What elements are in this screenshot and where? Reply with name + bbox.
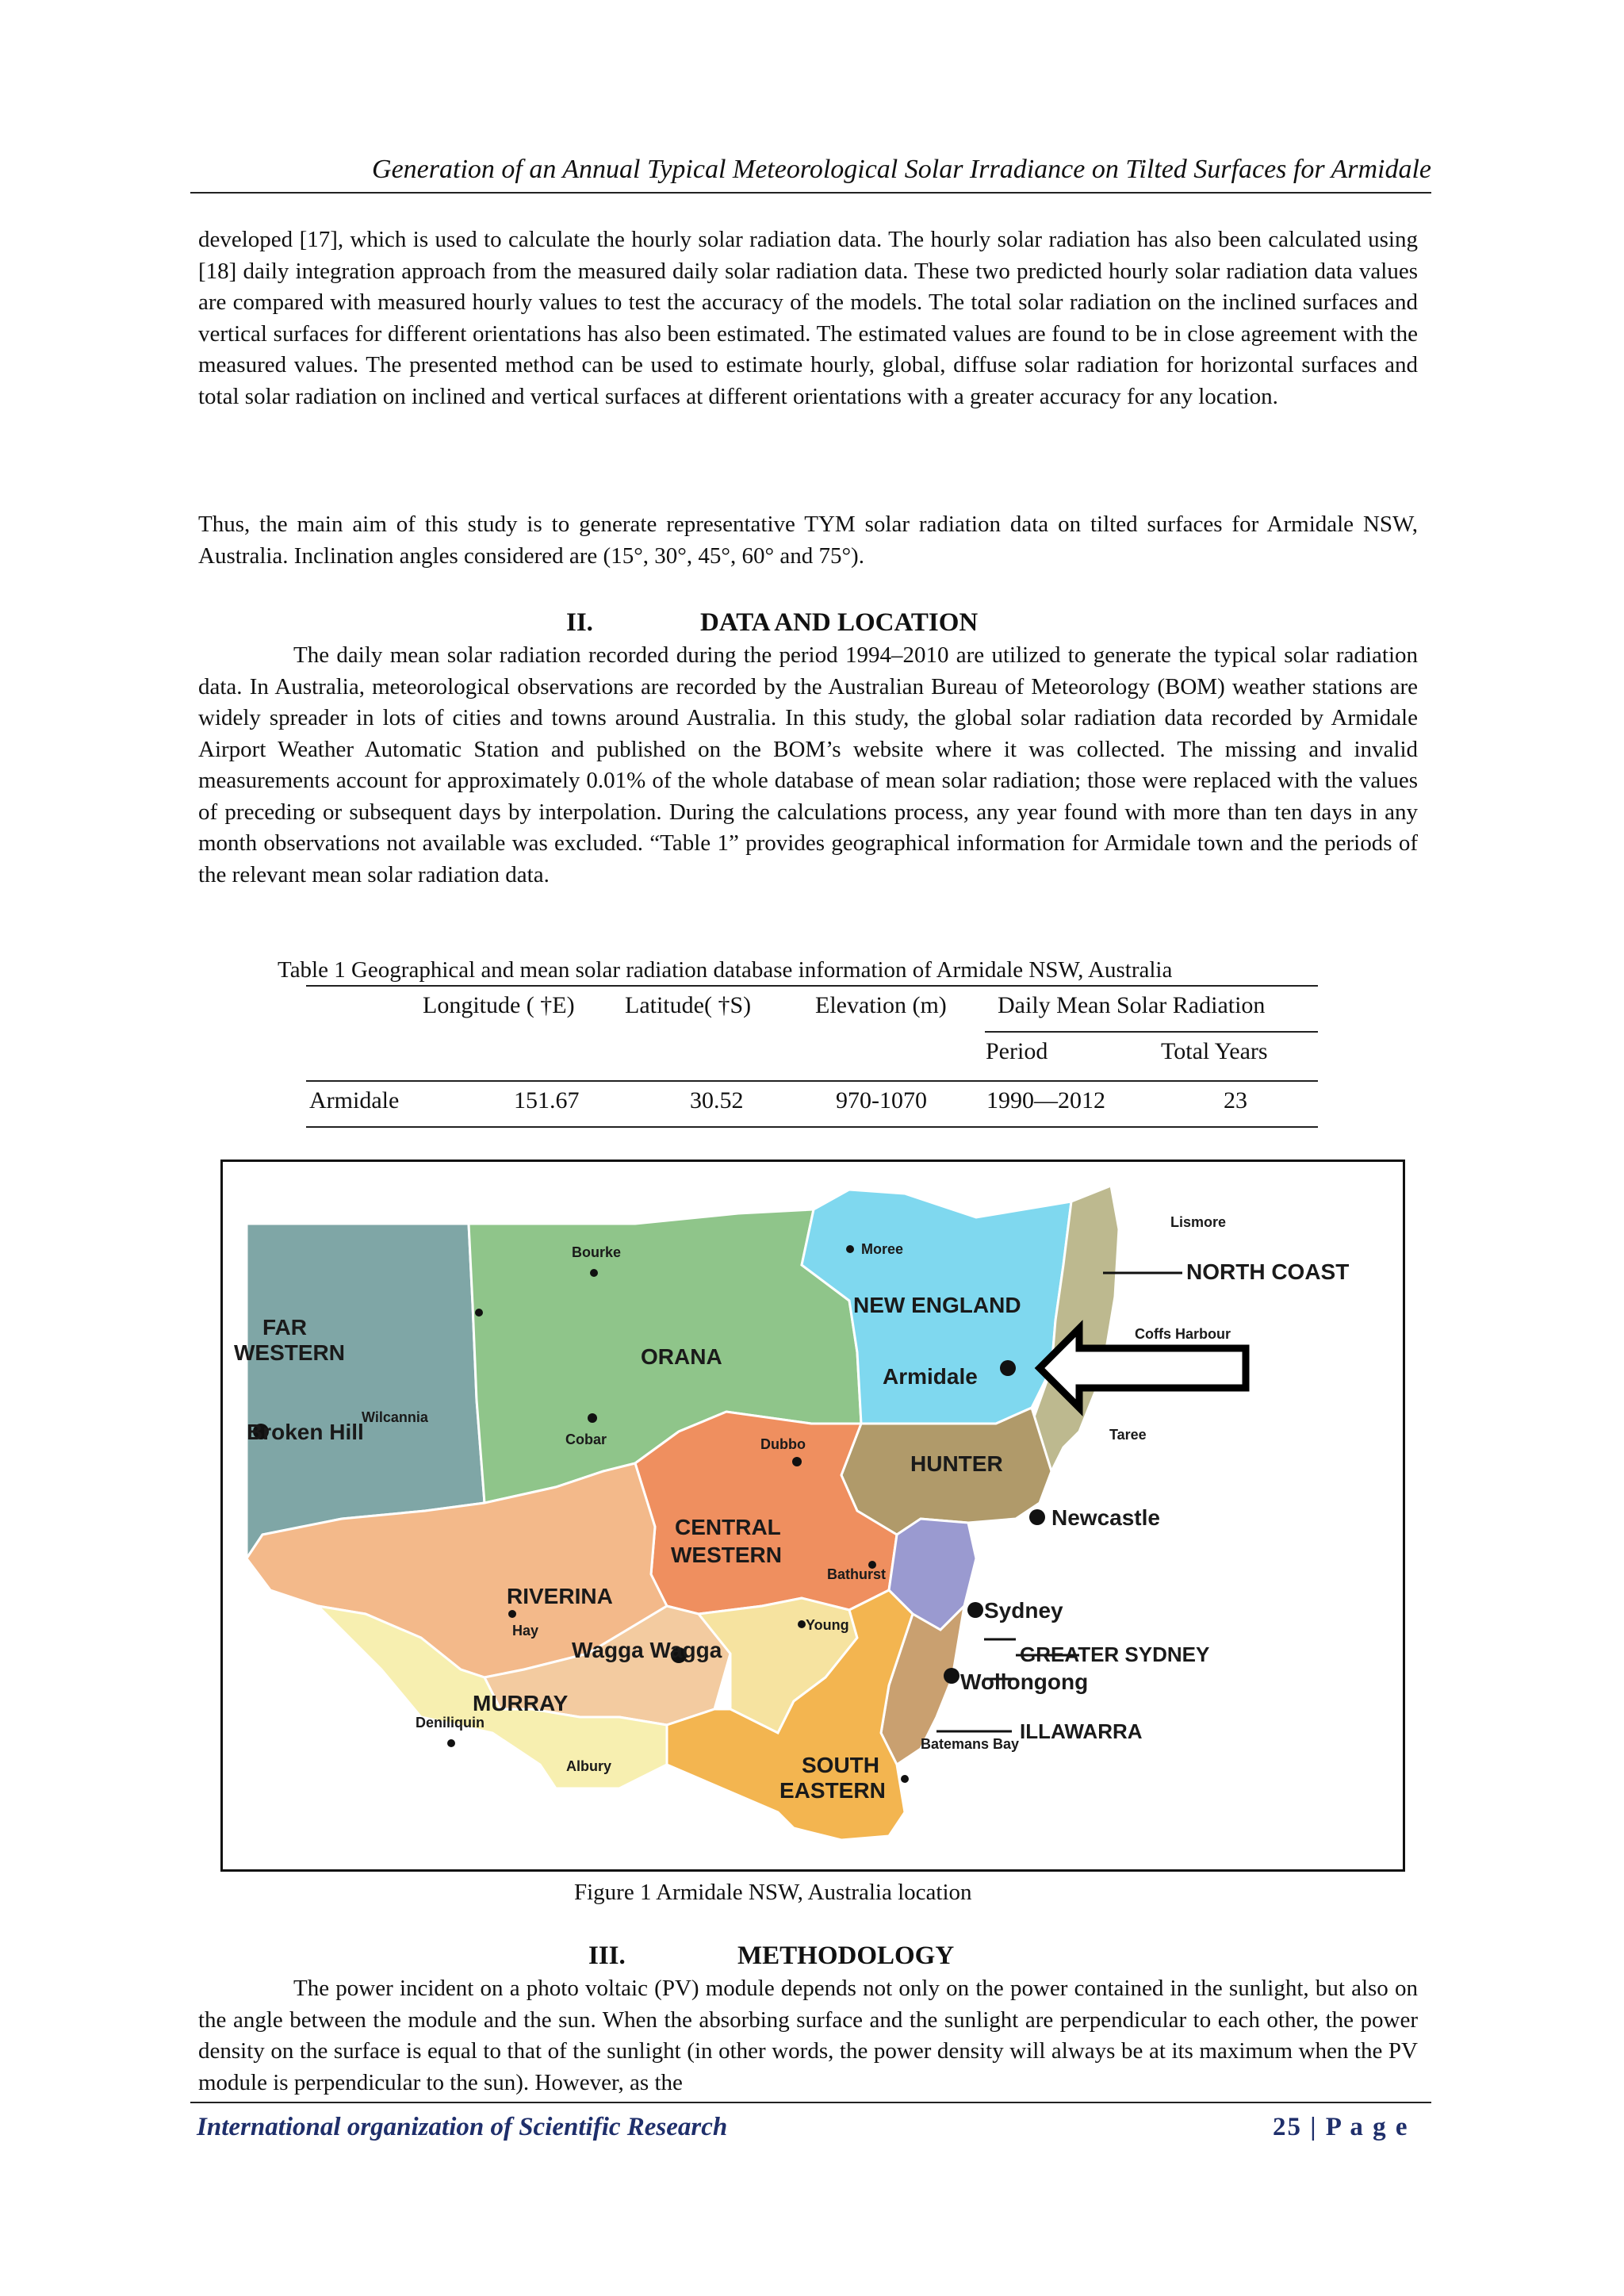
label-illawarra: ILLAWARRA <box>1020 1719 1143 1743</box>
label-newcastle: Newcastle <box>1051 1505 1160 1530</box>
footer-rule <box>190 2102 1431 2103</box>
running-title: Generation of an Annual Typical Meteorological Solar Irradiance on Tilted Surfaces for Armidale <box>190 152 1431 194</box>
label-deniliquin: Deniliquin <box>416 1715 485 1731</box>
label-wagga-wagga: Wagga Wagga <box>572 1638 722 1662</box>
marker-batemans-bay <box>901 1775 909 1783</box>
body-paragraph-2: Thus, the main aim of this study is to generate representative TYM solar radiation data on tilted surfaces for Armidale NSW, Australia. Inclination angles considered are (15°, 30°, 45°, 60° and 75°). <box>198 512 1418 569</box>
label-far-western-2: WESTERN <box>234 1340 345 1365</box>
marker-sydney <box>967 1602 983 1618</box>
table-subheader-rule <box>985 1031 1318 1033</box>
header-period: Period <box>986 1038 1048 1064</box>
marker-young <box>798 1620 806 1628</box>
marker-bourke <box>590 1269 598 1277</box>
row-period: 1990—2012 <box>986 1087 1105 1114</box>
label-new-england: NEW ENGLAND <box>853 1293 1021 1317</box>
marker-deniliquin <box>447 1739 455 1747</box>
label-armidale: Armidale <box>883 1364 978 1389</box>
label-murray: MURRAY <box>473 1691 569 1715</box>
body-paragraph-1: developed [17], which is used to calculate the hourly solar radiation data. The hourly solar radiation has also been calculated using [18] daily integration approach from the measured daily solar radiation data. These two predicted hourly solar radiation data values are compared with measured hourly values to test the accuracy of the models. The total solar radiation on the inclined surfaces and vertical surfaces for different orientations has also been estimated. The estimated values are found to be in close agreement with the measured values. The presented method can be used to estimate hourly, global, diffuse solar radiation for horizontal surfaces and total solar radiation on inclined and vertical surfaces at different orientations with a greater accuracy for any location. <box>198 227 1418 409</box>
section-3-paragraph: The power incident on a photo voltaic (PV) module depends not only on the power contained in the sunlight, but also on the angle between the module and the sun. When the absorbing surface and the sunlight are perpendicular to each other, the power density on the surface is equal to that of the sunlight (in other words, the power density will always be at its maximum when the PV module is perpendicular to the sun). However, as the <box>198 1976 1418 2095</box>
row-elevation: 970-1070 <box>836 1087 927 1114</box>
header-total-years: Total Years <box>1161 1038 1268 1064</box>
label-bourke: Bourke <box>572 1244 622 1260</box>
row-latitude: 30.52 <box>690 1087 744 1114</box>
label-south-eastern-1: SOUTH <box>802 1753 879 1777</box>
label-lismore: Lismore <box>1170 1214 1227 1230</box>
marker-hay <box>508 1610 516 1618</box>
footer-journal: International organization of Scientific Research <box>197 2113 728 2141</box>
label-young: Young <box>806 1617 849 1633</box>
label-sydney: Sydney <box>984 1598 1063 1623</box>
table-bottom-rule <box>306 1126 1318 1128</box>
marker-dubbo <box>792 1457 802 1466</box>
label-wilcannia: Wilcannia <box>362 1409 428 1425</box>
nsw-region-map <box>220 1159 1405 1872</box>
footer-page-number: 25 | P a g e <box>1273 2113 1409 2141</box>
row-longitude: 151.67 <box>514 1087 580 1114</box>
table-1-caption: Table 1 Geographical and mean solar radiation database information of Armidale NSW, Australia <box>278 957 1173 983</box>
label-albury: Albury <box>566 1758 612 1774</box>
row-site: Armidale <box>309 1087 400 1114</box>
section-2-paragraph: The daily mean solar radiation recorded during the period 1994–2010 are utilized to generate the typical solar radiation data. In Australia, meteorological observations are recorded by the Australian Bureau of Meteorology (BOM) weather stations are widely spreader in lots of cities and towns around Australia. In this study, the global solar radiation data recorded by Armidale Airport Weather Automatic Station and published on the BOM’s website where it was collected. The missing and invalid measurements account for approximately 0.01% of the whole database of mean solar radiation; those were replaced with the values of preceding or subsequent days by interpolation. During the calculations process, any year found with more than ten days in any month observations not available was excluded. “Table 1” provides geographical information for Armidale town and the periods of the relevant mean solar radiation data. <box>198 642 1418 887</box>
marker-wilcannia <box>475 1309 483 1317</box>
section-3-title: METHODOLOGY <box>737 1941 955 1970</box>
label-hunter: HUNTER <box>910 1451 1003 1476</box>
label-batemans-bay: Batemans Bay <box>921 1736 1020 1752</box>
section-3-number: III. <box>588 1941 626 1970</box>
figure-1-caption: Figure 1 Armidale NSW, Australia location <box>574 1880 972 1905</box>
label-far-western-1: FAR <box>262 1315 307 1340</box>
label-bathurst: Bathurst <box>827 1566 887 1582</box>
header-daily-mean-solar-radiation: Daily Mean Solar Radiation <box>998 992 1266 1018</box>
section-2-number: II. <box>566 608 593 637</box>
marker-newcastle <box>1029 1509 1045 1525</box>
label-wollongong: Wollongong <box>960 1669 1089 1694</box>
table-top-rule <box>306 985 1318 987</box>
label-hay: Hay <box>512 1623 539 1639</box>
label-coffs-harbour: Coffs Harbour <box>1135 1326 1231 1342</box>
header-elevation: Elevation (m) <box>815 992 947 1018</box>
label-orana: ORANA <box>641 1344 722 1369</box>
label-south-eastern-2: EASTERN <box>779 1778 886 1803</box>
marker-cobar <box>588 1413 597 1423</box>
marker-moree <box>846 1245 854 1253</box>
label-central-western-2: WESTERN <box>671 1543 782 1567</box>
row-total-years: 23 <box>1224 1087 1247 1114</box>
label-north-coast: NORTH COAST <box>1186 1259 1350 1284</box>
label-taree: Taree <box>1109 1427 1147 1443</box>
header-latitude: Latitude( †S) <box>625 992 752 1018</box>
label-cobar: Cobar <box>565 1432 607 1447</box>
label-greater-sydney: GREATER SYDNEY <box>1020 1642 1210 1666</box>
table-1 <box>306 985 1318 1129</box>
label-moree: Moree <box>861 1241 904 1257</box>
label-central-western-1: CENTRAL <box>675 1515 781 1539</box>
header-longitude: Longitude ( †E) <box>423 992 575 1018</box>
label-dubbo: Dubbo <box>760 1436 806 1452</box>
table-header-rule <box>306 1080 1318 1082</box>
marker-wollongong <box>944 1668 959 1684</box>
label-broken-hill: Broken Hill <box>247 1420 364 1444</box>
section-2-title: DATA AND LOCATION <box>700 608 979 637</box>
marker-armidale <box>1000 1360 1016 1376</box>
label-riverina: RIVERINA <box>507 1584 613 1608</box>
